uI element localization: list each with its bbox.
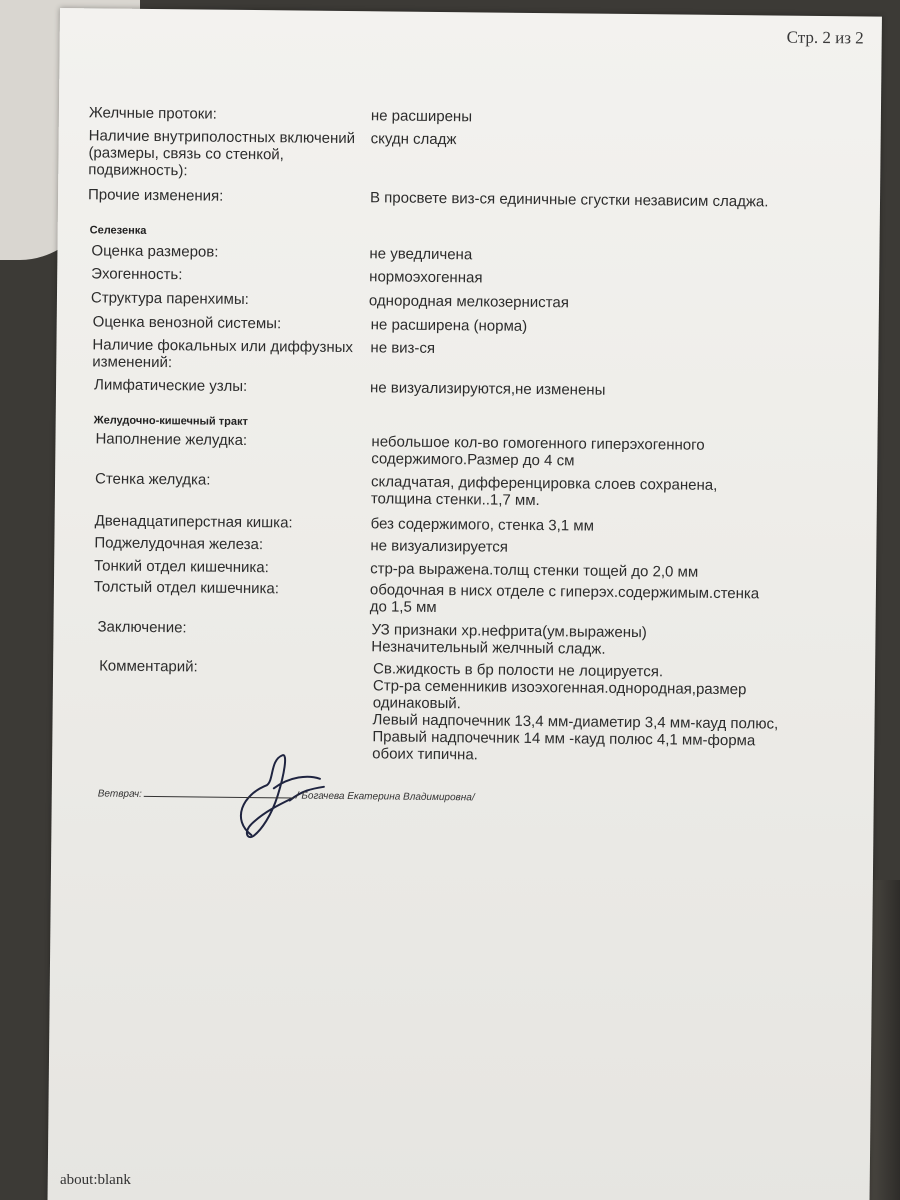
row-label: Эхогенность: bbox=[91, 265, 183, 284]
row-label: Стенка желудка: bbox=[94, 470, 211, 489]
row-label: Наполнение желудка: bbox=[95, 430, 248, 449]
row-value: не визуализируется bbox=[370, 537, 509, 556]
gi-row-small-intestine bbox=[54, 557, 844, 581]
section-heading-spleen: Селезенка bbox=[89, 224, 147, 237]
spleen-row-lymph bbox=[56, 376, 846, 399]
row-label: Толстый отдел кишечника: bbox=[93, 578, 280, 598]
row-label: Оценка венозной системы: bbox=[92, 313, 282, 333]
row-label: Поджелудочная железа: bbox=[94, 534, 264, 554]
spleen-row-venous bbox=[57, 313, 847, 335]
row-value: не виз-ся bbox=[370, 339, 436, 357]
row-label: Заключение: bbox=[97, 618, 187, 637]
gi-row-duodenum bbox=[55, 512, 845, 535]
spleen-row-focal bbox=[57, 336, 847, 372]
page-number: Стр. 2 из 2 bbox=[786, 27, 864, 48]
gallbladder-row-ducts bbox=[59, 104, 849, 126]
row-value: скудн сладж bbox=[370, 130, 457, 149]
spleen-row-structure bbox=[57, 289, 847, 312]
gi-row-conclusion bbox=[54, 618, 844, 658]
row-label: Тонкий отдел кишечника: bbox=[94, 557, 269, 577]
background-surface bbox=[870, 880, 900, 1200]
row-label: Наличие фокальных или диффузных изменений: bbox=[92, 336, 354, 372]
row-value: стр-ра выражена.толщ стенки тощей до 2,0 мм bbox=[370, 560, 699, 581]
row-label: Желчные протоки: bbox=[88, 104, 217, 123]
row-label: Оценка размеров: bbox=[91, 242, 219, 261]
row-label: Комментарий: bbox=[99, 657, 198, 676]
row-value: не визуализируются,не изменены bbox=[369, 379, 606, 399]
row-label: Двенадцатиперстная кишка: bbox=[94, 512, 293, 532]
gi-row-stomach-wall bbox=[55, 470, 845, 510]
row-label: Лимфатические узлы: bbox=[93, 376, 248, 395]
print-footer-url: about:blank bbox=[60, 1172, 131, 1188]
row-value: В просвете виз-ся единичные сгустки независим сладжа. bbox=[369, 189, 769, 211]
row-value: небольшое кол-во гомогенного гиперэхогенного содержимого.Размер до 4 см bbox=[371, 433, 705, 470]
row-label: Структура паренхимы: bbox=[90, 289, 249, 308]
document-page bbox=[47, 8, 882, 1200]
spleen-row-echogenicity bbox=[57, 265, 847, 287]
row-value: ободочная в нисх отделе с гиперэх.содержимым.стенка до 1,5 мм bbox=[369, 581, 760, 616]
row-value: складчатая, дифференцировка слоев сохранена, толщина стенки..1,7 мм. bbox=[370, 473, 718, 510]
row-value: УЗ признаки хр.нефрита(ум.выражены) Незначительный желчный сладж. bbox=[371, 621, 647, 658]
row-label: Прочие изменения: bbox=[87, 186, 224, 205]
row-value: не уведличена bbox=[369, 245, 473, 264]
gallbladder-row-other bbox=[58, 186, 848, 211]
row-value: не расширена (норма) bbox=[370, 316, 528, 335]
row-value: без содержимого, стенка 3,1 мм bbox=[370, 515, 595, 535]
row-value: Св.жидкость в бр полости не лоцируется. Стр-ра семенникив изоэхогенная.однородная,размер одинаковый. Левый надпочечник 13,4 мм-диаметир 3,4 мм-кауд полюс, Правый надпочечник 14 мм -кауд полюс 4,1 мм-форма обоих типична. bbox=[372, 660, 779, 764]
signature-name: / Богачева Екатерина Владимировна/ bbox=[295, 790, 475, 804]
gallbladder-row-inclusions bbox=[59, 127, 849, 180]
section-heading-gi-tract: Желудочно-кишечный тракт bbox=[93, 414, 248, 428]
row-label: Наличие внутриполостных включений (размеры, связь со стенкой, подвижность): bbox=[88, 127, 356, 180]
row-value: нормоэхогенная bbox=[369, 268, 483, 287]
row-value: однородная мелкозернистая bbox=[368, 292, 569, 312]
spleen-row-size bbox=[58, 242, 848, 264]
signature-underline bbox=[144, 796, 294, 799]
row-value: не расширены bbox=[370, 107, 473, 126]
gi-row-stomach-filling bbox=[56, 430, 846, 470]
signature-line bbox=[98, 788, 475, 803]
signature-role: Ветврач: bbox=[97, 788, 142, 800]
